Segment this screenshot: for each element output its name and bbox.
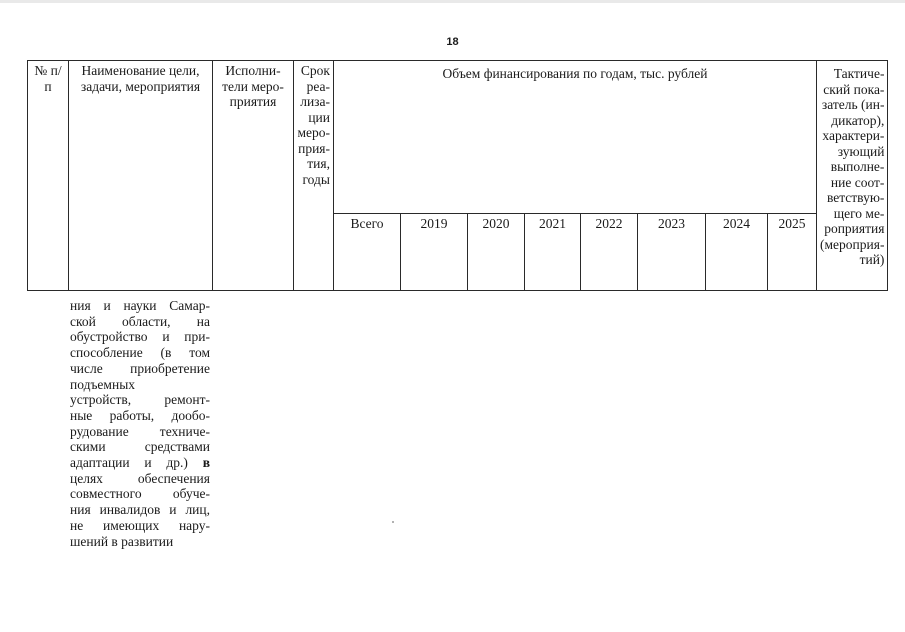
fin-2019: 2019 [401,214,468,291]
header-name: Наименование цели, задачи, мероприятия [69,61,213,291]
header-indicator: Тактиче-ский пока-затель (ин-дикатор), характери-зующий выполне-ние соот-ветствую-щего ме-роприятия (мероприя-тий) [817,61,888,291]
page-number: 18 [446,36,459,48]
fin-total: Всего [334,214,401,291]
fin-2022: 2022 [581,214,638,291]
header-num: № п/п [28,61,69,291]
continuation-text: ния и науки Самар- ской области, на обустройство и при- способление (в том числе приобретение подъемных устройств, ремонт- ные работы, дообо- рудование техниче- скими средствами адаптации и др.) в целях обеспечения совместного обуче- ния инвалидов и лиц, не имеющих нару- шений в развитии [70,298,211,549]
fin-2025: 2025 [768,214,817,291]
fin-2023: 2023 [638,214,706,291]
header-executors: Исполни-тели меро-приятия [213,61,294,291]
fin-2021: 2021 [525,214,581,291]
top-edge [0,0,905,3]
fin-2020: 2020 [468,214,525,291]
header-financing: Объем финансирования по годам, тыс. рублей [334,61,817,214]
fin-2024: 2024 [706,214,768,291]
program-table [27,60,888,291]
header-term: Срок реа-лиза-ции меро-прия-тия, годы [294,61,334,291]
scan-dot [392,521,394,523]
